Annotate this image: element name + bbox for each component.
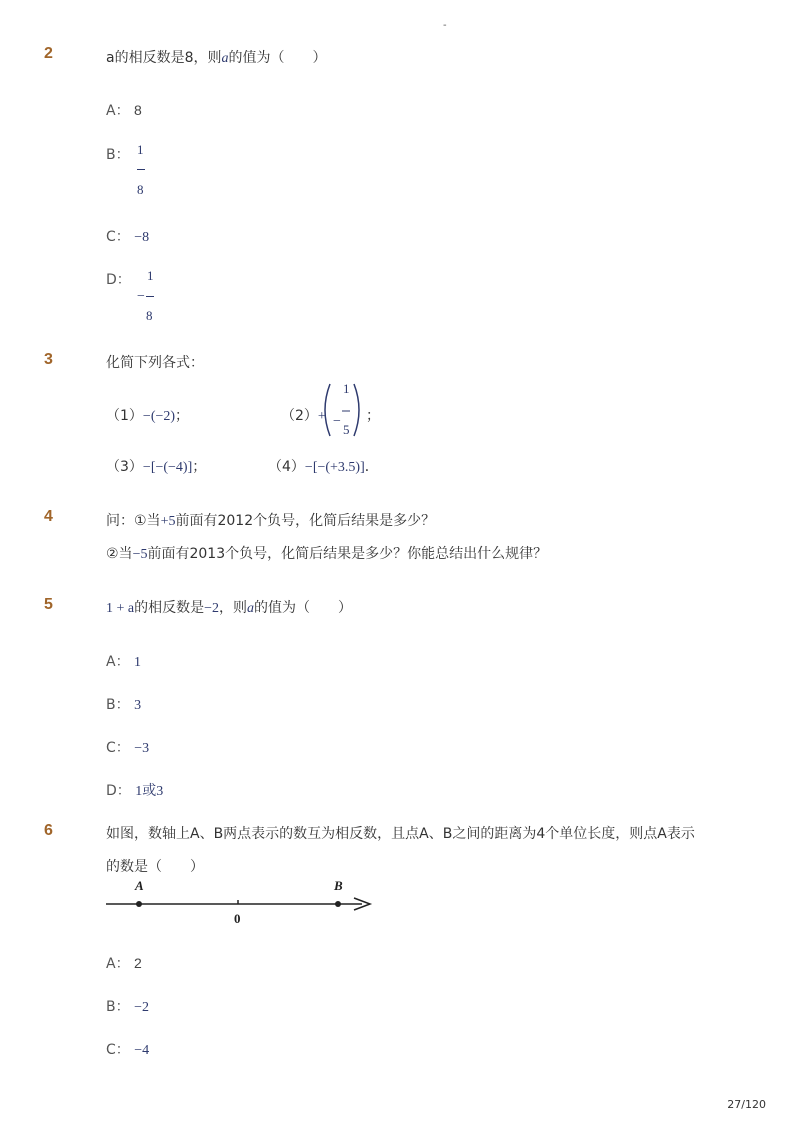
option-label: A： <box>106 956 130 972</box>
option-label: A： <box>106 654 130 670</box>
question-number: 2 <box>44 45 53 62</box>
question-number: 6 <box>44 822 53 839</box>
option-a[interactable] <box>106 953 142 973</box>
fraction-denominator: 5 <box>343 422 350 437</box>
option-a[interactable] <box>106 100 142 120</box>
part-4 <box>268 456 379 476</box>
part-expression: −(−2) <box>142 409 176 424</box>
header-mark: - <box>443 20 447 31</box>
option-value: 2 <box>134 955 142 971</box>
option-label: D： <box>106 783 131 799</box>
point-a <box>136 901 142 907</box>
question-text: 化简下列各式： <box>106 355 204 371</box>
fraction-numerator: 1 <box>147 268 154 283</box>
option-label: D： <box>106 272 131 288</box>
zero-label: 0 <box>234 911 241 926</box>
option-b[interactable] <box>106 996 149 1016</box>
fraction-denominator: 8 <box>146 308 153 323</box>
fraction-numerator: 1 <box>137 142 144 157</box>
question-text-pre: a的相反数是8，则 <box>106 50 222 66</box>
option-label: C： <box>106 1042 130 1058</box>
part-label: （3） <box>106 459 143 475</box>
question-text-line-1 <box>106 510 435 530</box>
option-b[interactable] <box>106 694 141 714</box>
option-label: C： <box>106 229 130 245</box>
option-label: C： <box>106 740 130 756</box>
part-3 <box>106 456 206 476</box>
math-value: +5 <box>160 514 176 529</box>
option-b[interactable] <box>106 144 130 164</box>
part-expression: −[−(−4)] <box>142 460 193 475</box>
question-number: 4 <box>44 508 53 525</box>
question-text <box>106 597 352 617</box>
option-label: B： <box>106 999 130 1015</box>
question-text-post: 的值为（ ） <box>228 50 327 66</box>
text: 的相反数是 <box>134 600 205 616</box>
part-label: （1） <box>106 408 143 424</box>
option-value: 1 <box>134 655 142 670</box>
point-b <box>335 901 341 907</box>
option-label: A： <box>106 103 130 119</box>
point-b-label: B <box>334 878 343 893</box>
left-paren <box>325 384 330 436</box>
text: ，则 <box>219 600 248 616</box>
text-pre: ②当 <box>106 546 133 562</box>
part-end: ． <box>364 459 379 475</box>
fraction-numerator: 1 <box>343 381 350 396</box>
part-expression: −[−(+3.5)] <box>304 460 365 475</box>
text: 的值为（ ） <box>254 600 353 616</box>
option-value: −8 <box>134 230 150 245</box>
page-number: 27/120 <box>727 1098 766 1111</box>
option-a[interactable] <box>106 651 141 671</box>
option-value: −4 <box>134 1043 150 1058</box>
text-pre: 问：①当 <box>106 513 161 529</box>
point-a-label: A <box>135 878 144 893</box>
fraction-denominator: 8 <box>137 182 144 197</box>
option-value-a: 1 <box>135 784 143 799</box>
right-paren <box>354 384 359 436</box>
bracket-fraction <box>317 380 364 440</box>
math-value: −5 <box>132 547 148 562</box>
math-expression: 1 + a <box>106 601 135 616</box>
plus-sign: + <box>317 409 326 424</box>
option-value: 8 <box>134 102 142 118</box>
question-text-line-1: 如图，数轴上A、B两点表示的数互为相反数，且点A、B之间的距离为4个单位长度，则点A表示 <box>106 826 695 842</box>
option-value: −3 <box>134 741 150 756</box>
option-label: B： <box>106 697 130 713</box>
option-c[interactable] <box>106 226 149 246</box>
option-c[interactable] <box>106 1039 149 1059</box>
question-number: 5 <box>44 596 53 613</box>
fraction-bar <box>137 169 145 170</box>
fraction-sign: − <box>333 414 341 429</box>
math-value: −2 <box>204 601 220 616</box>
variable-a: a <box>221 51 229 66</box>
part-end: ； <box>175 408 190 424</box>
option-d[interactable] <box>106 780 163 800</box>
part-end: ； <box>192 459 207 475</box>
option-d[interactable] <box>106 269 131 289</box>
question-text-line-2 <box>106 543 547 563</box>
variable-a: a <box>247 601 255 616</box>
part-end: ； <box>366 408 380 424</box>
option-or: 或 <box>142 783 157 799</box>
part-1 <box>106 405 189 425</box>
part-label: （2） <box>281 408 318 424</box>
option-value: 3 <box>134 698 142 713</box>
option-value: −2 <box>134 1000 149 1015</box>
option-label: B： <box>106 147 130 163</box>
fraction-bar <box>146 296 154 297</box>
question-number: 3 <box>44 351 53 368</box>
question-text-line-2: 的数是（ ） <box>106 859 204 875</box>
fraction-sign: − <box>137 289 145 304</box>
option-value-b: 3 <box>156 784 164 799</box>
text-post: 前面有2012个负号，化简后结果是多少？ <box>175 513 436 529</box>
text-post: 前面有2013个负号，化简后结果是多少？你能总结出什么规律？ <box>147 546 548 562</box>
option-c[interactable] <box>106 737 149 757</box>
part-label: （4） <box>268 459 305 475</box>
question-text <box>106 47 327 67</box>
